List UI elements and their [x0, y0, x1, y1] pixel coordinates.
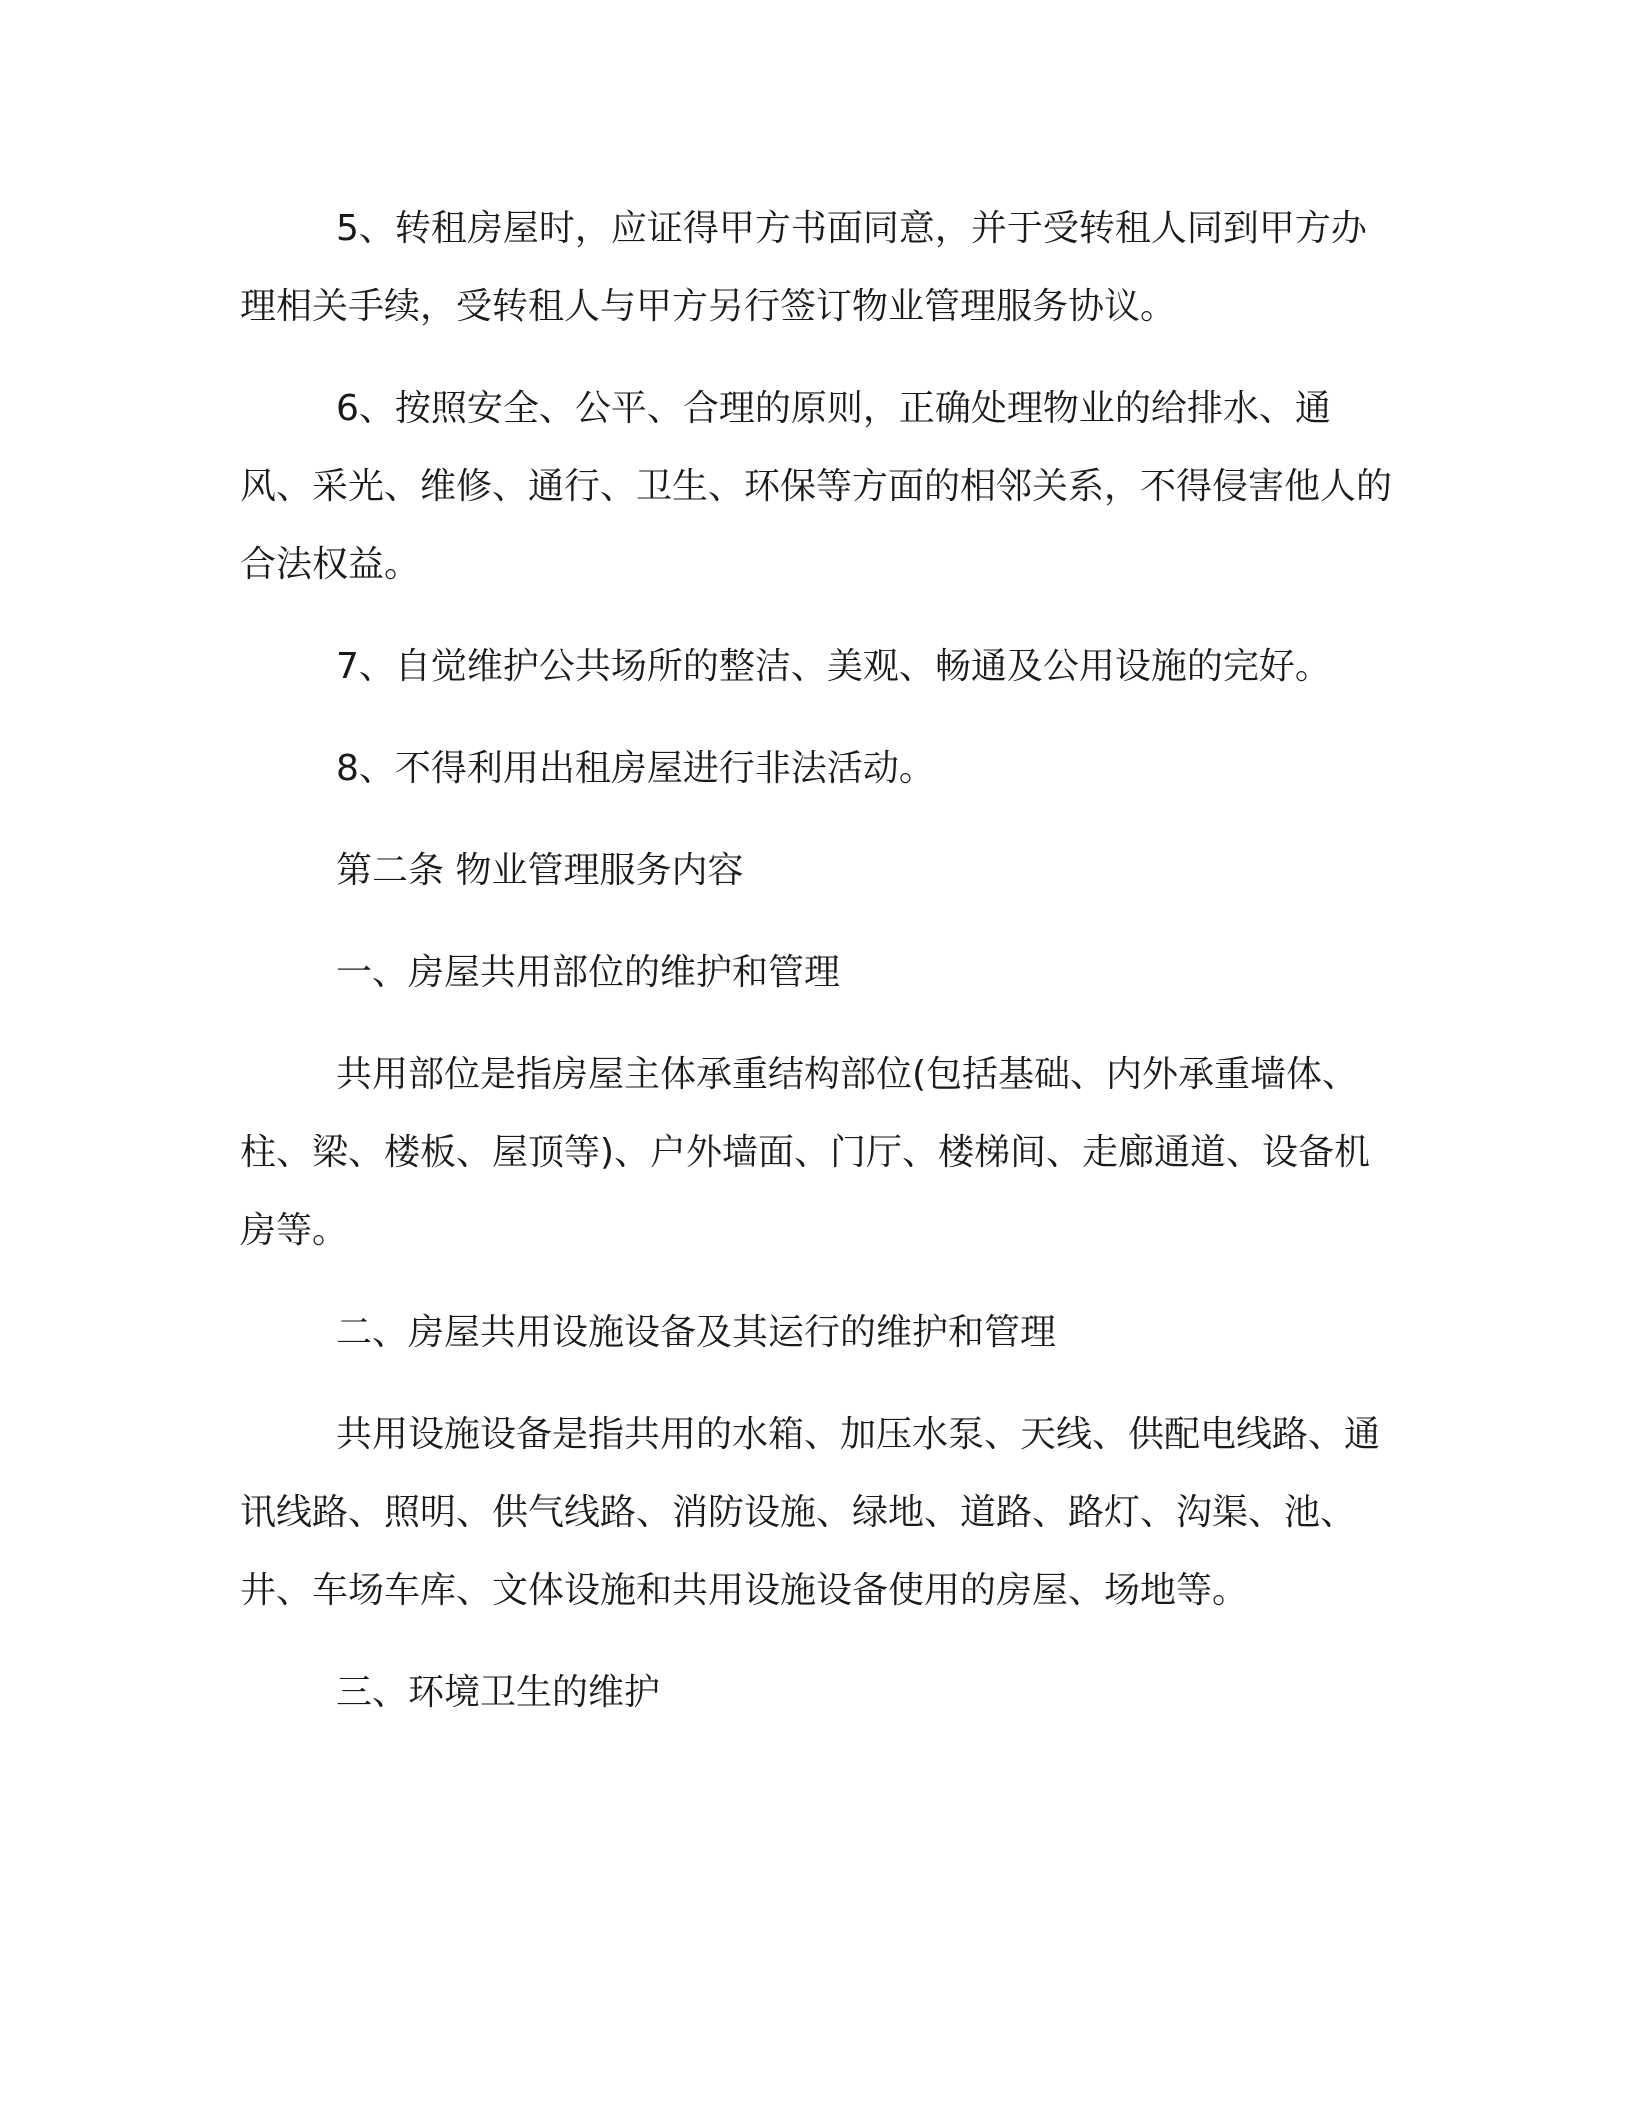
clause-7-paragraph: 7、自觉维护公共场所的整洁、美观、畅通及公用设施的完好。 [336, 646, 1331, 687]
section-2-body: 共用设施设备是指共用的水箱、加压水泵、天线、供配电线路、通讯线路、照明、供气线路、消防设施、绿地、道路、路灯、沟渠、池、井、车场车库、文体设施和共用设施设备使用的房屋、场地等。 [240, 1414, 1381, 1611]
article-2-heading: 第二条 物业管理服务内容 [336, 850, 744, 891]
clause-6-paragraph: 6、按照安全、公平、合理的原则，正确处理物业的给排水、通风、采光、维修、通行、卫生、环保等方面的相邻关系，不得侵害他人的合法权益。 [240, 388, 1393, 585]
clause-8-paragraph: 8、不得利用出租房屋进行非法活动。 [336, 748, 935, 789]
section-1-body: 共用部位是指房屋主体承重结构部位(包括基础、内外承重墙体、柱、梁、楼板、屋顶等)、户外墙面、门厅、楼梯间、走廊通道、设备机房等。 [240, 1054, 1371, 1251]
clause-5-paragraph: 5、转租房屋时，应证得甲方书面同意，并于受转租人同到甲方办理相关手续，受转租人与甲方另行签订物业管理服务协议。 [240, 208, 1367, 327]
section-2-heading: 二、房屋共用设施设备及其运行的维护和管理 [336, 1312, 1057, 1353]
document-page [240, 190, 1395, 1732]
section-3-heading: 三、环境卫生的维护 [336, 1672, 661, 1713]
section-1-heading: 一、房屋共用部位的维护和管理 [336, 952, 841, 993]
